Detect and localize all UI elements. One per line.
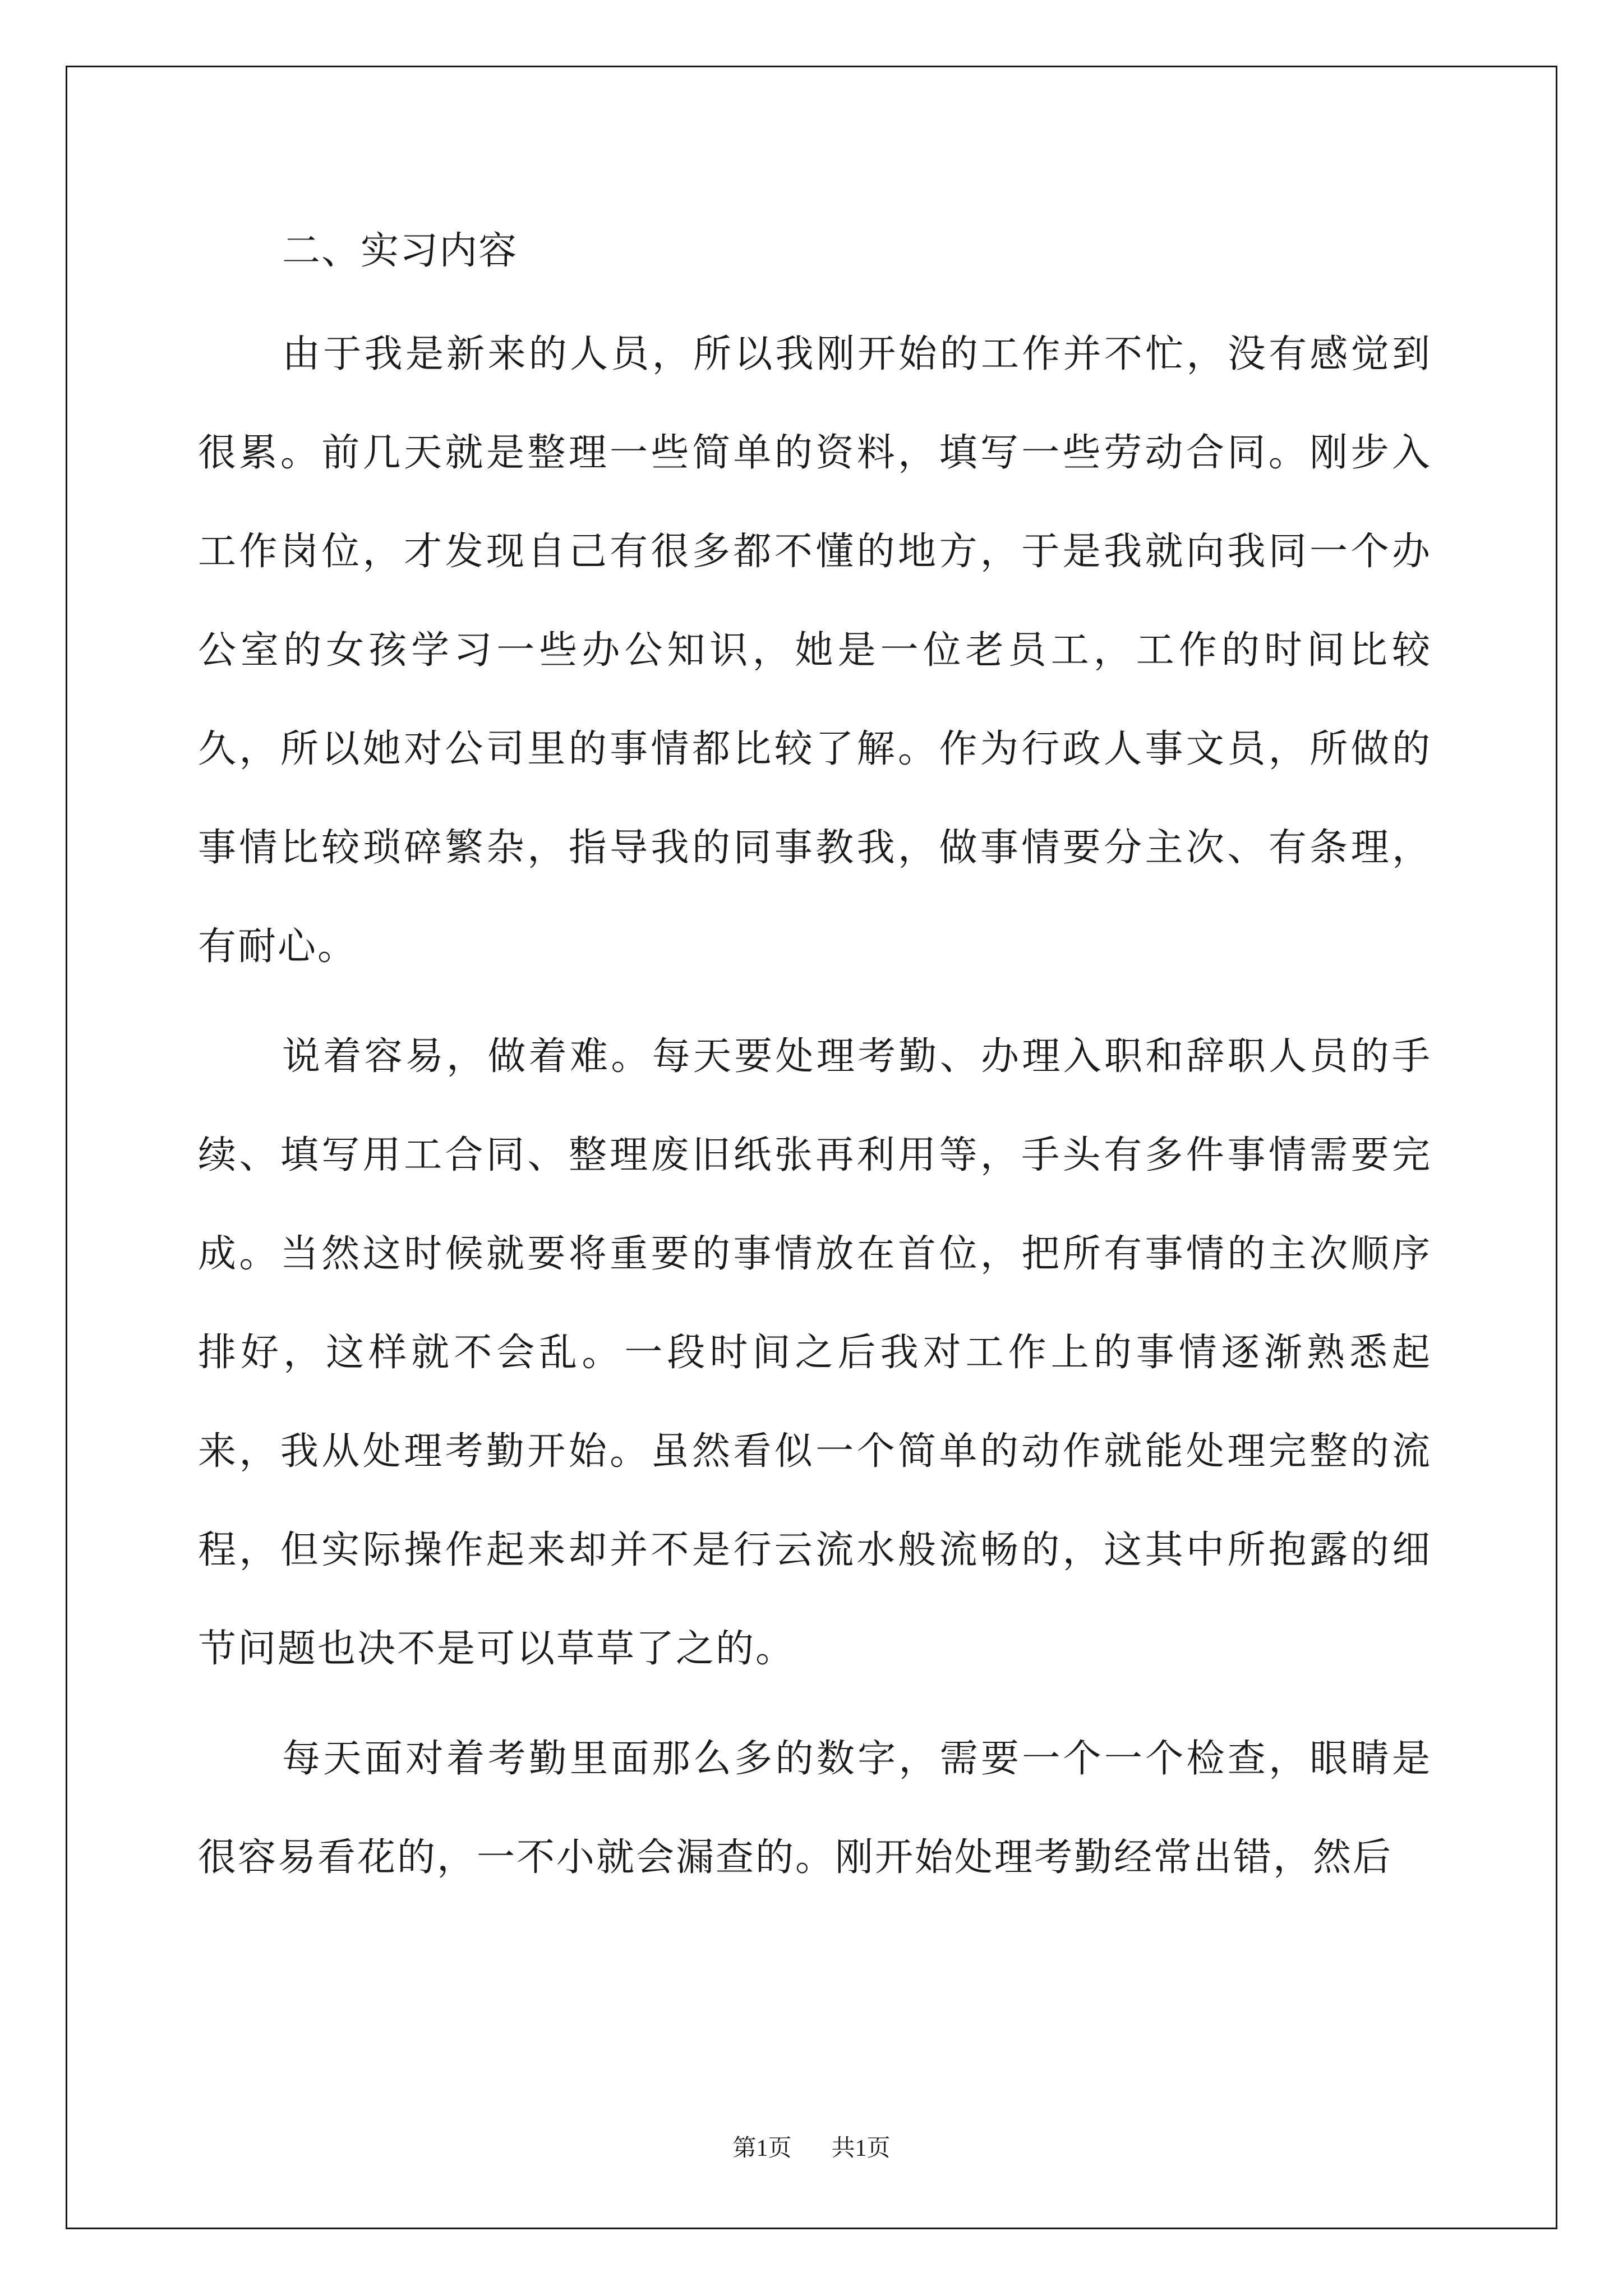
paragraph: 说着容易，做着难。每天要处理考勤、办理入职和辞职人员的手续、填写用工合同、整理废旧纸张再利用等，手头有多件事情需要完成。当然这时候就要将重要的事情放在首位，把所有事情的主次顺序排好，这样就不会乱。一段时间之后我对工作上的事情逐渐熟悉起来，我从处理考勤开始。虽然看似一个简单的动作就能处理完整的流程，但实际操作起来却并不是行云流水般流畅的，这其中所抱露的细节问题也决不是可以草草了之的。 [198,1034,1432,1671]
document-body [198,212,1432,1907]
page-total: 共1页 [831,2136,891,2161]
paragraph: 由于我是新来的人员，所以我刚开始的工作并不忙，没有感觉到很累。前几天就是整理一些简单的资料，填写一些劳动合同。刚步入工作岗位，才发现自己有很多都不懂的地方，于是我就向我同一个办公室的女孩学习一些办公知识，她是一位老员工，工作的时间比较久，所以她对公司里的事情都比较了解。作为行政人事文员，所做的事情比较琐碎繁杂，指导我的同事教我，做事情要分主次、有条理，有耐心。 [198,332,1432,969]
page-footer [0,2132,1623,2165]
page-number: 第1页 [732,2136,792,2161]
paragraph: 每天面对着考勤里面那么多的数字，需要一个一个检查，眼睛是很容易看花的，一不小就会漏查的。刚开始处理考勤经常出错，然后 [198,1737,1432,1880]
section-heading: 二、实习内容 [282,229,518,273]
